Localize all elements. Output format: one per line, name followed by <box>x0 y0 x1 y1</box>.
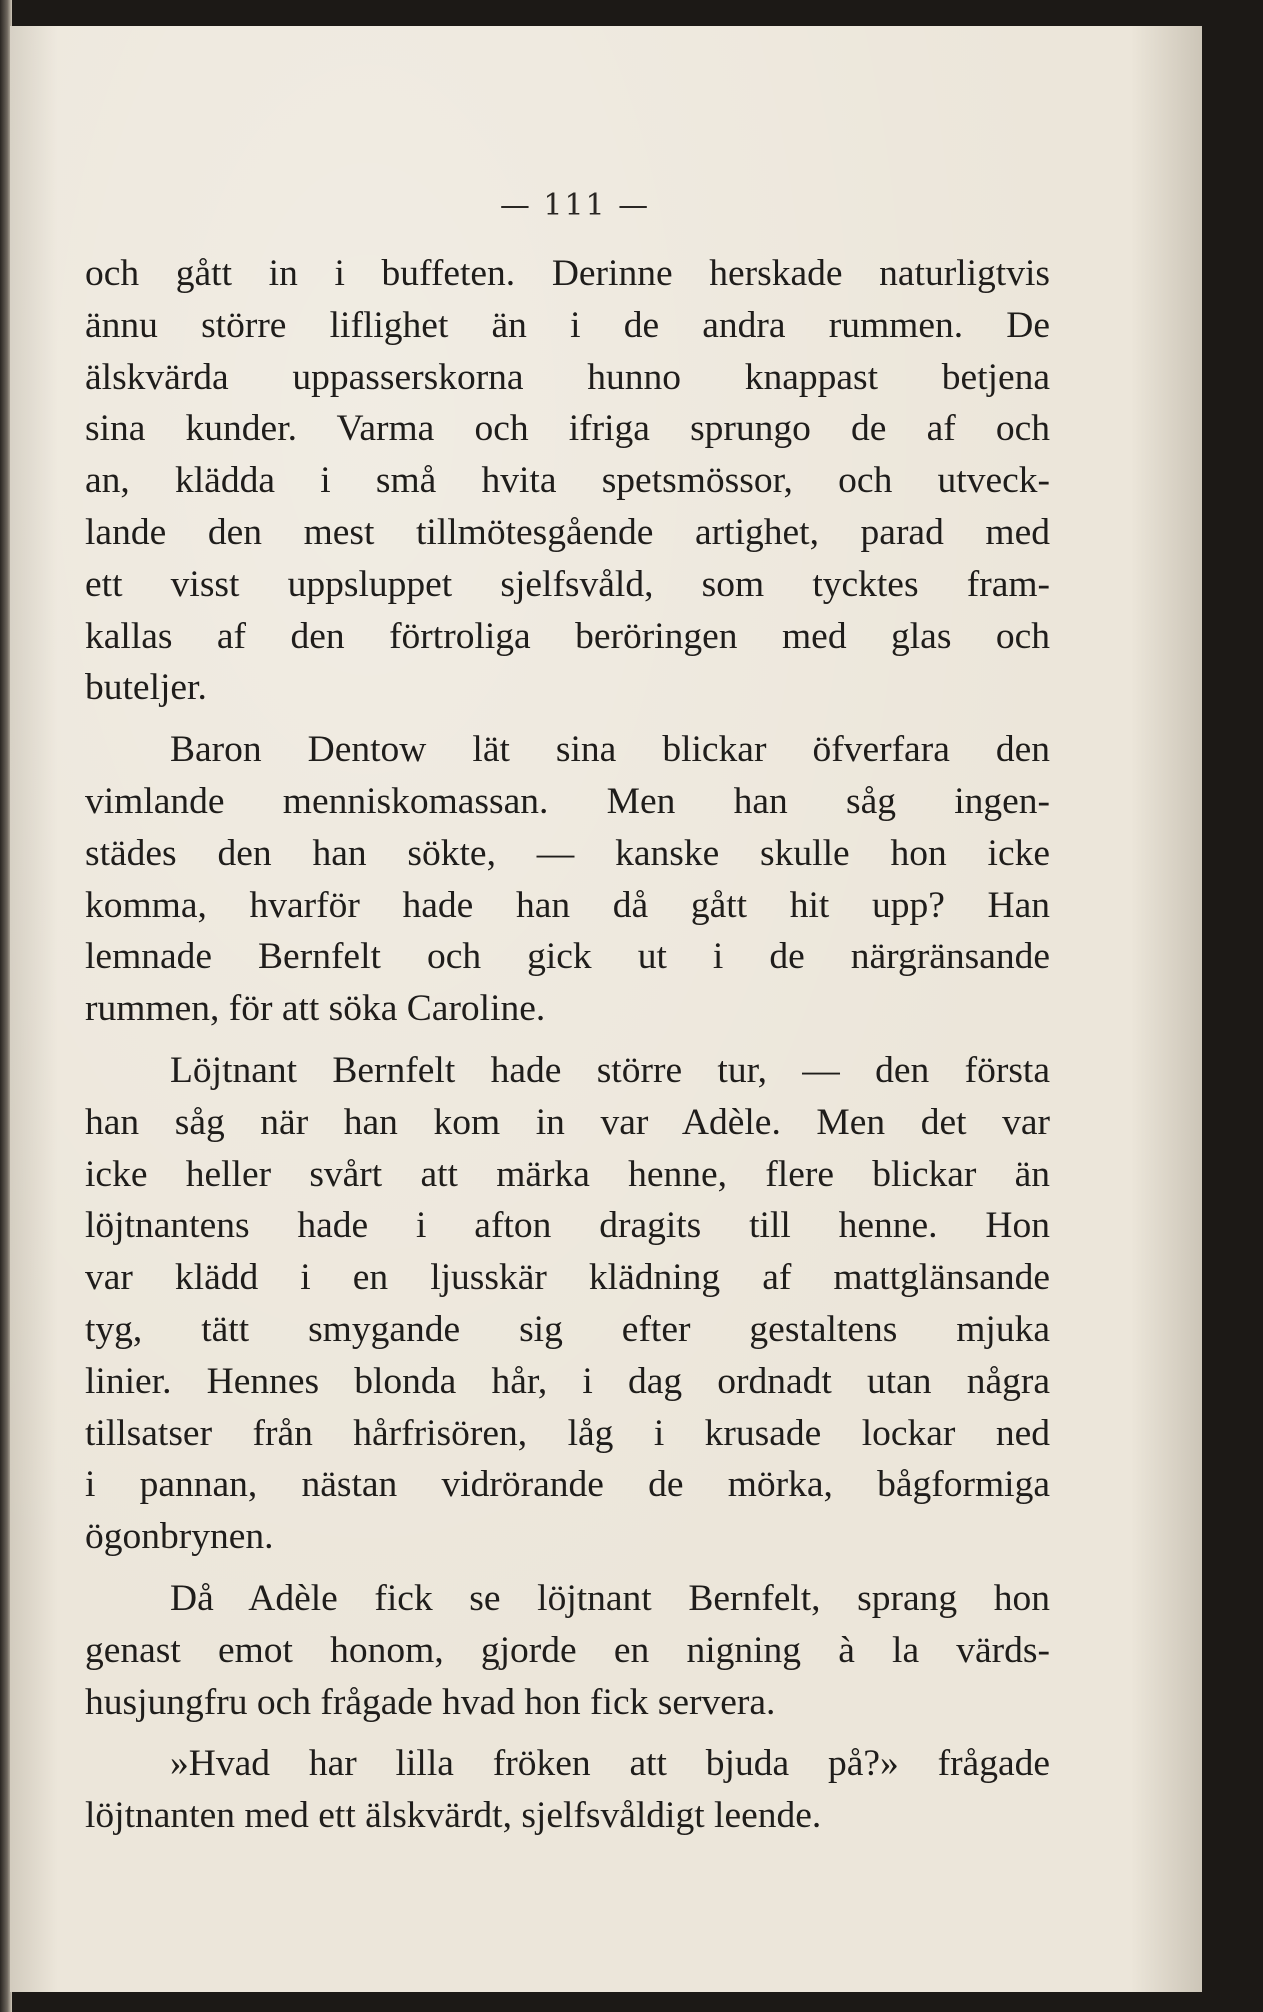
text-line: han såg när han kom in var Adèle. Men det var <box>85 1101 1050 1143</box>
text-line: sina kunder. Varma och ifriga sprungo de af och <box>85 408 1050 450</box>
text-line: tyg, tätt smygande sig efter gestaltens mjuka <box>85 1308 1050 1350</box>
text-line: löjtnantens hade i afton dragits till henne. Hon <box>85 1205 1050 1247</box>
text-line: Baron Dentow lät sina blickar öfverfara den <box>170 729 1050 771</box>
text-line: komma, hvarför hade han då gått hit upp? Han <box>85 884 1050 926</box>
text-line: Då Adèle fick se löjtnant Bernfelt, sprang hon <box>170 1577 1050 1619</box>
text-line: ögonbrynen. <box>85 1516 274 1558</box>
text-line: icke heller svårt att märka henne, flere blickar än <box>85 1153 1050 1195</box>
text-line: ännu större liflighet än i de andra rummen. De <box>85 304 1050 346</box>
paper-page <box>10 26 1202 1992</box>
text-line: an, klädda i små hvita spetsmössor, och utveck- <box>85 460 1050 502</box>
text-line: kallas af den förtroliga beröringen med glas och <box>85 615 1050 657</box>
page-number: — 111 — <box>499 188 651 223</box>
text-line: linier. Hennes blonda hår, i dag ordnadt utan några <box>85 1360 1050 1402</box>
text-line: vimlande menniskomassan. Men han såg ingen- <box>85 780 1050 822</box>
paragraph <box>85 1738 1050 1842</box>
paragraph <box>85 1573 1050 1728</box>
text-line: och gått in i buffeten. Derinne herskade naturligtvis <box>85 253 1050 294</box>
text-line: »Hvad har lilla fröken att bjuda på?» frågade <box>170 1743 1050 1785</box>
text-line: löjtnanten med ett älskvärdt, sjelfsvåldigt leende. <box>85 1795 822 1837</box>
paragraph <box>85 248 1050 714</box>
text-line: älskvärda uppasserskorna hunno knappast betjena <box>85 356 1050 398</box>
text-line: Löjtnant Bernfelt hade större tur, — den första <box>170 1049 1050 1091</box>
paragraph <box>85 1045 1050 1563</box>
text-line: tillsatser från hårfrisören, låg i krusade lockar ned <box>85 1412 1050 1454</box>
text-line: lemnade Bernfelt och gick ut i de närgränsande <box>85 936 1050 978</box>
text-line: ett visst uppsluppet sjelfsvåld, som tycktes fram- <box>85 563 1050 605</box>
text-line: i pannan, nästan vidrörande de mörka, bågformiga <box>85 1464 1050 1506</box>
text-line: var klädd i en ljusskär klädning af mattglänsande <box>85 1257 1050 1299</box>
paragraph <box>85 724 1050 1035</box>
body-text <box>85 248 1050 1852</box>
text-line: genast emot honom, gjorde en nigning à la värds- <box>85 1629 1050 1671</box>
text-line: städes den han sökte, — kanske skulle hon icke <box>85 832 1050 874</box>
text-line: rummen, för att söka Caroline. <box>85 988 546 1030</box>
text-line: buteljer. <box>85 667 207 709</box>
text-line: lande den mest tillmötesgående artighet, parad med <box>85 511 1050 553</box>
text-line: husjungfru och frågade hvad hon fick servera. <box>85 1681 776 1723</box>
